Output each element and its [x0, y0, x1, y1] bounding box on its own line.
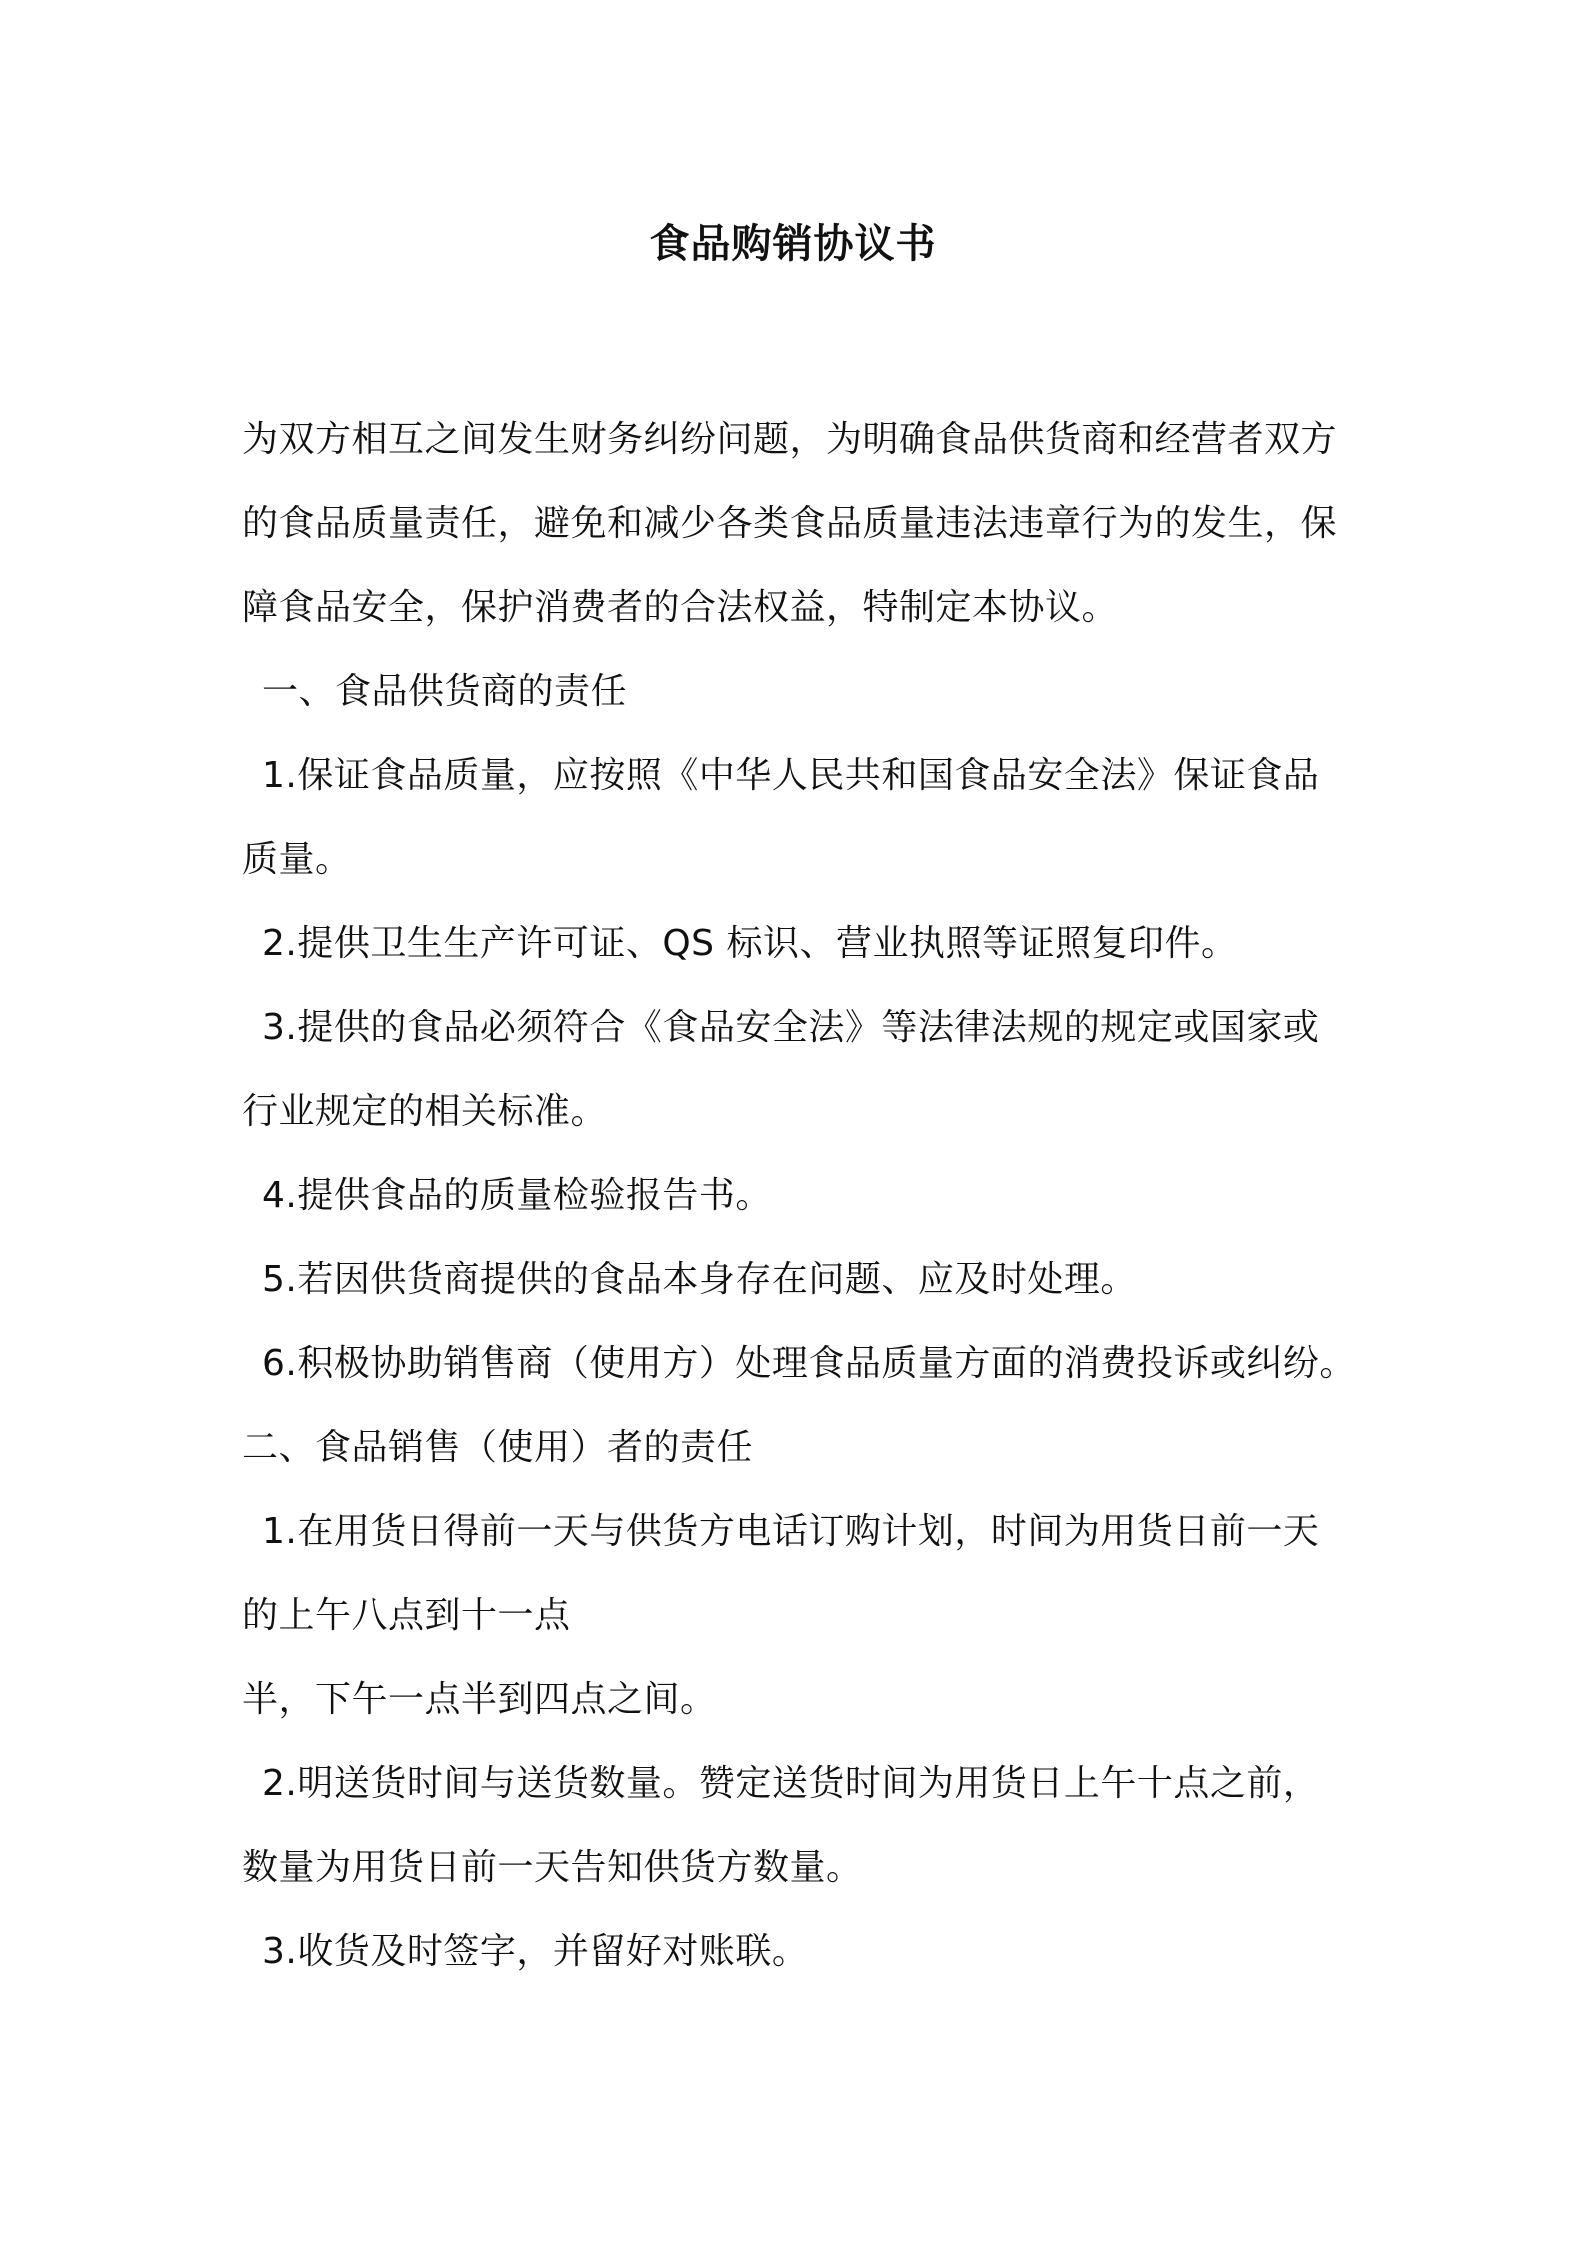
list-item: 1.保证食品质量，应按照《中华人民共和国食品安全法》保证食品	[262, 755, 1320, 796]
list-item-continuation: 质量。	[242, 839, 352, 880]
paragraph-line: 的食品质量责任，避免和减少各类食品质量违法违章行为的发生，保	[242, 503, 1338, 544]
list-item: 5.若因供货商提供的食品本身存在问题、应及时处理。	[262, 1259, 1137, 1300]
list-item: 2.明送货时间与送货数量。赞定送货时间为用货日上午十点之前，	[262, 1763, 1320, 1804]
paragraph-line: 障食品安全，保护消费者的合法权益，特制定本协议。	[242, 587, 1119, 628]
section-heading: 二、食品销售（使用）者的责任	[242, 1427, 754, 1468]
list-item-continuation: 行业规定的相关标准。	[242, 1091, 608, 1132]
document-title: 食品购销协议书	[649, 221, 937, 267]
list-item-continuation: 的上午八点到十一点	[242, 1595, 571, 1636]
list-item: 3.提供的食品必须符合《食品安全法》等法律法规的规定或国家或	[262, 1007, 1320, 1048]
list-item: 3.收货及时签字，并留好对账联。	[262, 1931, 809, 1972]
list-item-continuation: 数量为用货日前一天告知供货方数量。	[242, 1847, 863, 1888]
paragraph-line: 为双方相互之间发生财务纠纷问题，为明确食品供货商和经营者双方	[242, 419, 1338, 460]
list-item: 6.积极协助销售商（使用方）处理食品质量方面的消费投诉或纠纷。	[262, 1343, 1356, 1384]
list-item: 1.在用货日得前一天与供货方电话订购计划，时间为用货日前一天	[262, 1511, 1320, 1552]
list-item: 2.提供卫生生产许可证、QS 标识、营业执照等证照复印件。	[262, 923, 1238, 964]
list-item: 4.提供食品的质量检验报告书。	[262, 1175, 772, 1216]
section-heading: 一、食品供货商的责任	[262, 671, 628, 712]
list-item-continuation: 半，下午一点半到四点之间。	[242, 1679, 717, 1720]
